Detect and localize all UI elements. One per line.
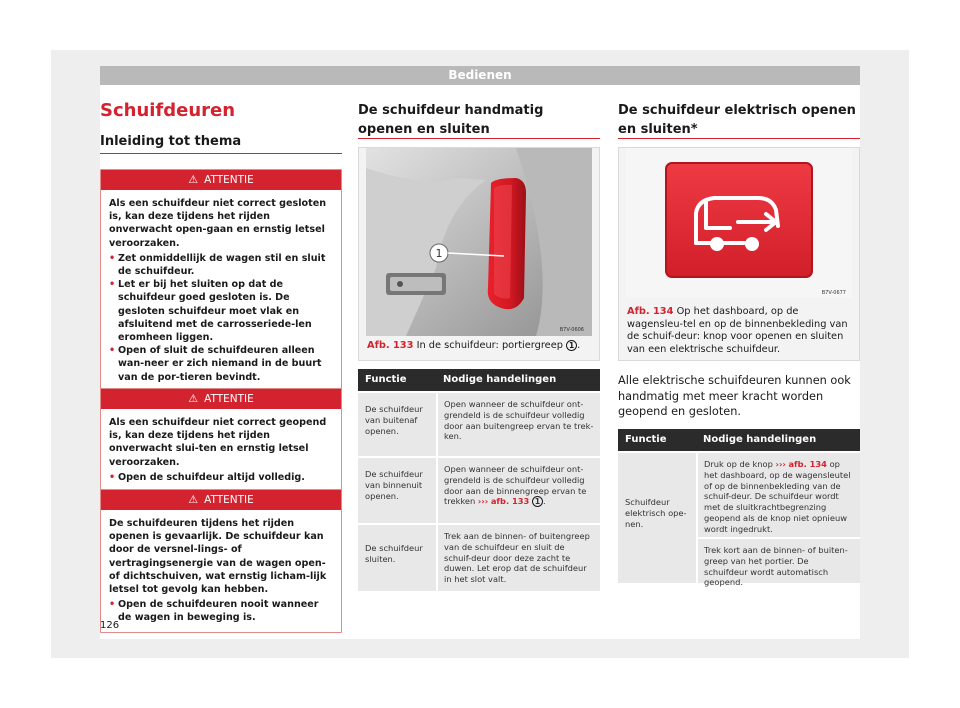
cell-handeling: [436, 458, 600, 523]
bullet-icon: •: [109, 599, 116, 611]
cell-handeling: Trek aan de binnen- of buitengreep van de schuifdeur en sluit de schuif-deur door deze zacht te duwen. Let erop dat de schuifdeur in het slot valt.: [436, 525, 600, 591]
figure-code: B7V-0606: [559, 327, 584, 333]
warning-box-3: [100, 489, 342, 633]
button-image: [626, 148, 852, 298]
col-header-functie: Functie: [365, 374, 407, 385]
cell-functie: Schuifdeur elektrisch ope-nen.: [618, 453, 696, 583]
ref-callout: 1: [532, 496, 543, 507]
figure-caption: [627, 306, 853, 356]
cell-handeling: Open wanneer de schuifdeur ont-grendeld is de schuifdeur volledig door aan buitengreep ervan te trek-ken.: [436, 393, 600, 456]
figure-code: B7V-0677: [821, 290, 846, 296]
bullet-icon: •: [109, 345, 116, 357]
cell-handeling: Trek kort aan de binnen- of buiten-greep van het portier. De schuifdeur wordt automatisch geopend.: [698, 537, 860, 583]
table-manual: [358, 369, 600, 591]
ref-arrows: ›››: [477, 496, 489, 507]
warning-header: [101, 389, 341, 409]
manual-page: [100, 85, 860, 639]
cell-functie: De schuifdeur sluiten.: [365, 543, 423, 564]
cell-text: Open wanneer de schuifdeur ont-grendeld is de schuifdeur volledig door aan de binnengreep ervan te trekken: [444, 464, 587, 507]
bullet-text: Open de schuifdeuren nooit wanneer de wagen in beweging is.: [118, 599, 319, 624]
warning-text: Als een schuifdeur niet correct gesloten is, kan deze tijdens het rijden onverwacht open-gaan en ernstig letsel veroorzaken.: [109, 198, 327, 249]
warning-label: ATTENTIE: [204, 174, 254, 186]
warning-bullet: [109, 598, 333, 624]
figure-label: Afb. 133: [367, 340, 414, 351]
warning-box-1: [100, 169, 342, 392]
section-title: De schuifdeur elektrisch openen en sluiten*: [618, 103, 856, 137]
table-row: [358, 391, 600, 456]
page-subtitle: Inleiding tot thema: [100, 134, 242, 149]
bullet-text: Open of sluit de schuifdeuren alleen wan-neer er zich niemand in de buurt van de por-tieren bevindt.: [118, 345, 322, 383]
col-header-handelingen: Nodige handelingen: [443, 374, 557, 385]
warning-icon: ⚠: [188, 173, 199, 186]
bullet-text: Let er bij het sluiten op dat de schuifdeur goed gesloten is. De gesloten schuifdeur moet vlak en afsluitend met de carrosseriede-len eromheen liggen.: [118, 279, 312, 344]
cell-handeling: [698, 453, 860, 537]
caption-text: In de schuifdeur: portiergreep: [416, 340, 563, 351]
table-row: [358, 456, 600, 523]
cell-group: [696, 453, 860, 588]
warning-icon: ⚠: [188, 493, 199, 506]
page-number: 126: [100, 620, 120, 631]
warning-text: De schuifdeuren tijdens het rijden openen is gevaarlijk. De schuifdeur kan door de versnel-lings- of vertragingsenergie van de wagen open- of dichtschuiven, wat ernstig licham-lijk letsel tot gevolg kan hebben.: [109, 518, 327, 596]
title-rule: [100, 153, 342, 154]
cell-functie: De schuifdeur van binnenuit openen.: [365, 469, 423, 501]
warning-body: [101, 190, 341, 391]
warning-bullet: [109, 344, 333, 384]
table-header: [358, 369, 600, 391]
warning-label: ATTENTIE: [204, 494, 254, 506]
warning-box-2: [100, 388, 342, 492]
warning-label: ATTENTIE: [204, 393, 254, 405]
warning-body: [101, 510, 341, 632]
title-rule: [618, 138, 860, 139]
figure-ref-link[interactable]: afb. 133: [490, 496, 530, 507]
warning-header: [101, 170, 341, 190]
bullet-text: Open de schuifdeur altijd volledig.: [118, 471, 305, 483]
title-rule: [358, 138, 600, 139]
warning-bullet: [109, 471, 333, 484]
warning-text: Als een schuifdeur niet correct geopend is, kan deze tijdens het rijden onverwacht slui-ten en ernstig letsel veroorzaken.: [109, 417, 327, 468]
figure-label: Afb. 134: [627, 306, 674, 317]
cell-text: op het dashboard, op de wagensleutel of op de binnenbekleding van de schuif-deur. De schuifdeur wordt met de sluitkrachtbegrenzing geopend als de knop niet opnieuw wordt ingedrukt.: [704, 459, 851, 534]
figure-134: [618, 147, 860, 361]
sliding-door-button-illustration: [626, 148, 852, 298]
bullet-icon: •: [109, 279, 116, 291]
caption-callout: 1: [566, 340, 577, 351]
body-paragraph: Alle elektrische schuifdeuren kunnen ook handmatig met meer kracht worden geopend en gesloten.: [618, 374, 851, 418]
door-handle-illustration: [366, 148, 592, 336]
table-electric: [618, 429, 860, 588]
table-row: [358, 523, 600, 591]
caption-text: Op het dashboard, op de wagensleu-tel en op de binnenbekleding van de schuif-deur: knop voor openen en sluiten van een elektrische schuifdeur.: [627, 306, 848, 355]
bullet-icon: •: [109, 471, 116, 483]
warning-icon: ⚠: [188, 392, 199, 405]
callout-number: 1: [435, 247, 443, 260]
section-title: De schuifdeur handmatig openen en sluiten: [358, 103, 544, 137]
section-header: Bedienen: [100, 66, 860, 85]
col-header-functie: Functie: [625, 434, 667, 445]
ref-arrows: ›››: [775, 459, 786, 469]
door-handle-image: [366, 148, 592, 336]
caption-end: .: [577, 340, 581, 351]
figure-ref-link[interactable]: afb. 134: [788, 459, 827, 469]
warning-bullet: [109, 252, 333, 278]
warning-bullet: [109, 278, 333, 344]
warning-header: [101, 490, 341, 510]
page-title: Schuifdeuren: [100, 100, 236, 121]
table-header: [618, 429, 860, 451]
bullet-text: Zet onmiddellijk de wagen stil en sluit de schuifdeur.: [118, 252, 326, 278]
bullet-icon: •: [109, 252, 116, 264]
col-header-handelingen: Nodige handelingen: [703, 434, 817, 445]
figure-caption: [367, 340, 593, 353]
warning-body: [101, 409, 341, 491]
cell-functie: De schuifdeur van buitenaf openen.: [365, 404, 423, 436]
cell-end: .: [542, 496, 546, 507]
cell-text: Druk op de knop: [704, 459, 773, 469]
table-body: [618, 451, 860, 588]
figure-133: [358, 147, 600, 361]
